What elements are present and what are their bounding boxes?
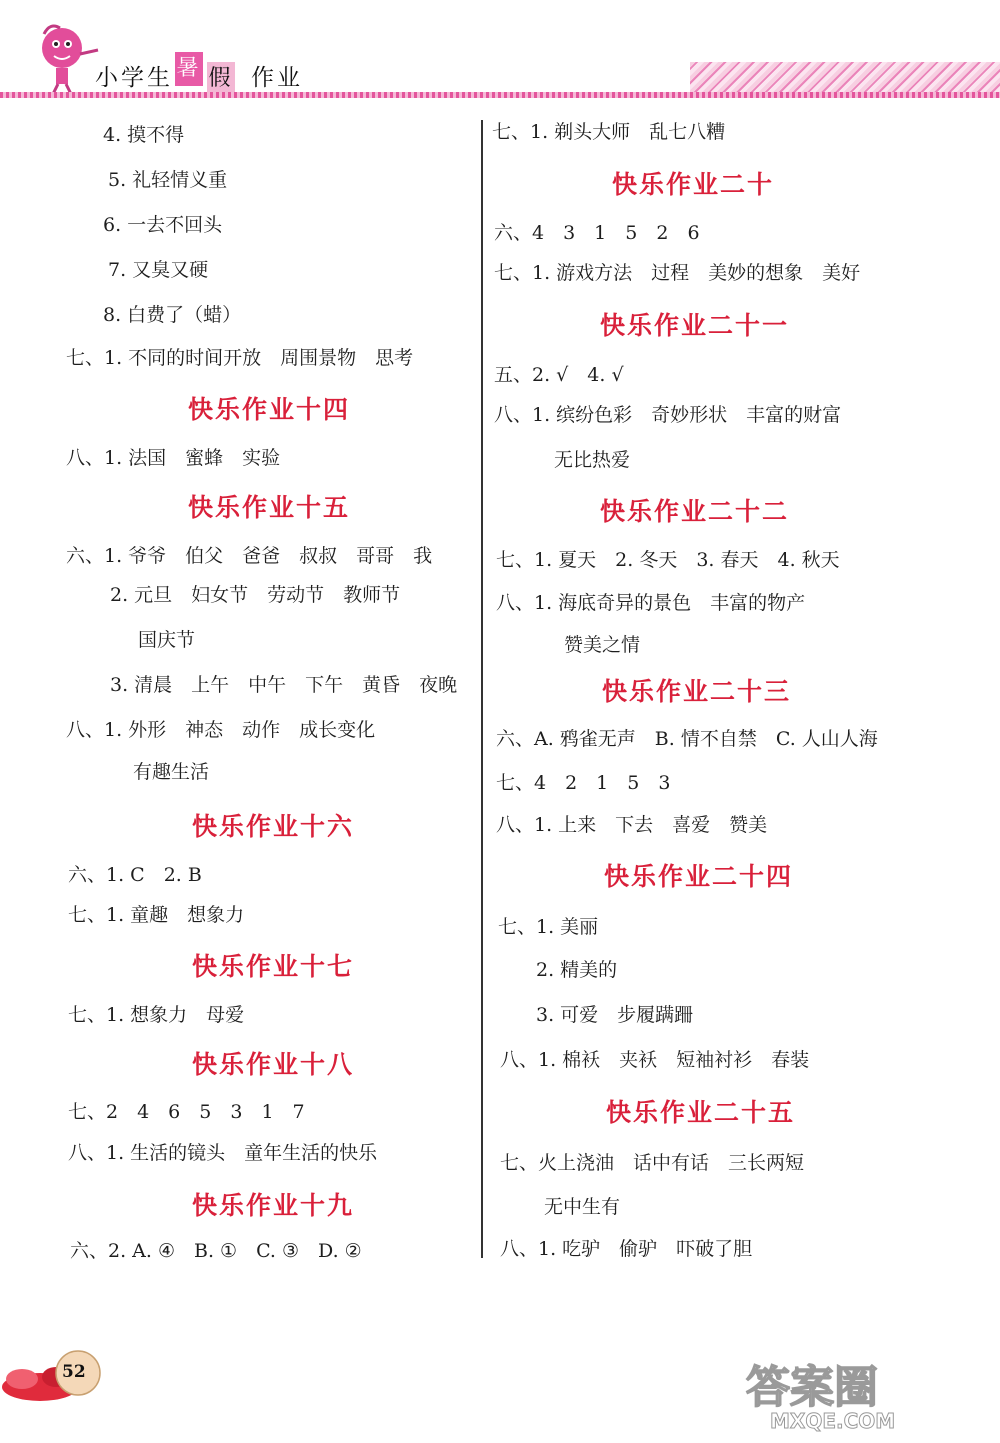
- book-title: [95, 52, 303, 92]
- page-header: [0, 0, 1000, 110]
- answer-line: 七、2 4 6 5 3 1 7: [68, 1101, 305, 1123]
- watermark-text: 答案圈: [746, 1362, 878, 1413]
- header-rule: [0, 92, 1000, 98]
- answer-line: 七、1. 不同的时间开放 周围景物 思考: [66, 347, 414, 369]
- answer-line: 六、2. A. ④ B. ① C. ③ D. ②: [70, 1240, 362, 1262]
- watermark-url: MXQE.COM: [770, 1409, 896, 1432]
- answer-line: 有趣生活: [133, 761, 210, 783]
- answer-line: 六、A. 鸦雀无声 B. 情不自禁 C. 人山人海: [496, 728, 878, 750]
- answer-line: 五、2. √ 4. √: [494, 364, 624, 386]
- answer-line: 六、4 3 1 5 2 6: [494, 222, 700, 244]
- answer-line: 七、1. 想象力 母爱: [68, 1004, 245, 1026]
- answer-line: 2. 精美的: [536, 959, 618, 981]
- answer-line: 七、1. 游戏方法 过程 美妙的想象 美好: [494, 262, 861, 284]
- answer-line: 七、1. 剃头大师 乱七八糟: [492, 121, 726, 143]
- answer-line: 七、1. 夏天 2. 冬天 3. 春天 4. 秋天: [496, 549, 840, 571]
- answer-line: 七、1. 美丽: [498, 916, 599, 938]
- answer-line: 七、1. 童趣 想象力: [68, 904, 245, 926]
- header-banner: [690, 62, 1000, 96]
- answer-line: 八、1. 生活的镜头 童年生活的快乐: [68, 1142, 378, 1164]
- page-number: 52: [62, 1362, 86, 1382]
- section-heading: 快乐作业二十四: [604, 862, 794, 891]
- answer-line: 6. 一去不回头: [103, 214, 223, 236]
- brand-text-1: 小学生: [95, 65, 173, 91]
- answer-line: 六、1. C 2. B: [68, 864, 202, 886]
- section-heading: 快乐作业十四: [188, 395, 351, 424]
- section-heading: 快乐作业十九: [192, 1191, 355, 1220]
- brand-text-3: 假: [207, 62, 235, 96]
- page-corner-decoration: [0, 1345, 120, 1405]
- answer-line: 八、1. 吃驴 偷驴 吓破了胆: [500, 1238, 753, 1260]
- answer-line: 无中生有: [544, 1196, 621, 1218]
- column-divider: [481, 120, 483, 1258]
- answer-line: 八、1. 外形 神态 动作 成长变化: [66, 719, 376, 741]
- answer-line: 八、1. 上来 下去 喜爱 赞美: [496, 814, 768, 836]
- answer-line: 3. 清晨 上午 中午 下午 黄昏 夜晚: [110, 674, 458, 696]
- section-heading: 快乐作业二十二: [600, 497, 790, 526]
- section-heading: 快乐作业二十: [612, 170, 775, 199]
- answer-line: 赞美之情: [564, 634, 641, 656]
- answer-line: 国庆节: [138, 629, 196, 651]
- section-heading: 快乐作业十八: [192, 1050, 355, 1079]
- answer-line: 3. 可爱 步履蹒跚: [536, 1004, 694, 1026]
- answer-line: 八、1. 海底奇异的景色 丰富的物产: [496, 592, 806, 614]
- answer-line: 八、1. 缤纷色彩 奇妙形状 丰富的财富: [494, 404, 842, 426]
- answer-line: 八、1. 法国 蜜蜂 实验: [66, 447, 281, 469]
- answer-line: 2. 元旦 妇女节 劳动节 教师节: [110, 584, 401, 606]
- section-heading: 快乐作业二十三: [602, 677, 792, 706]
- answer-line: 七、4 2 1 5 3: [496, 772, 671, 794]
- answer-line: 4. 摸不得: [103, 124, 185, 146]
- answer-line: 8. 白费了（蜡）: [103, 304, 242, 326]
- answer-line: 5. 礼轻情义重: [108, 169, 228, 191]
- section-heading: 快乐作业二十五: [606, 1098, 796, 1127]
- section-heading: 快乐作业十七: [192, 952, 355, 981]
- brand-text-4: 作业: [251, 65, 303, 91]
- section-heading: 快乐作业十六: [192, 812, 355, 841]
- mascot-icon: [30, 20, 100, 98]
- section-heading: 快乐作业二十一: [600, 311, 790, 340]
- section-heading: 快乐作业十五: [188, 493, 351, 522]
- answer-line: 七、火上浇油 话中有话 三长两短: [500, 1152, 805, 1174]
- answer-line: 7. 又臭又硬: [108, 259, 209, 281]
- answer-line: 六、1. 爷爷 伯父 爸爸 叔叔 哥哥 我: [66, 545, 433, 567]
- answer-line: 八、1. 棉袄 夹袄 短袖衬衫 春装: [500, 1049, 810, 1071]
- watermark-logo: [740, 1352, 980, 1432]
- answer-line: 无比热爱: [554, 449, 631, 471]
- brand-text-2: 暑: [175, 52, 203, 86]
